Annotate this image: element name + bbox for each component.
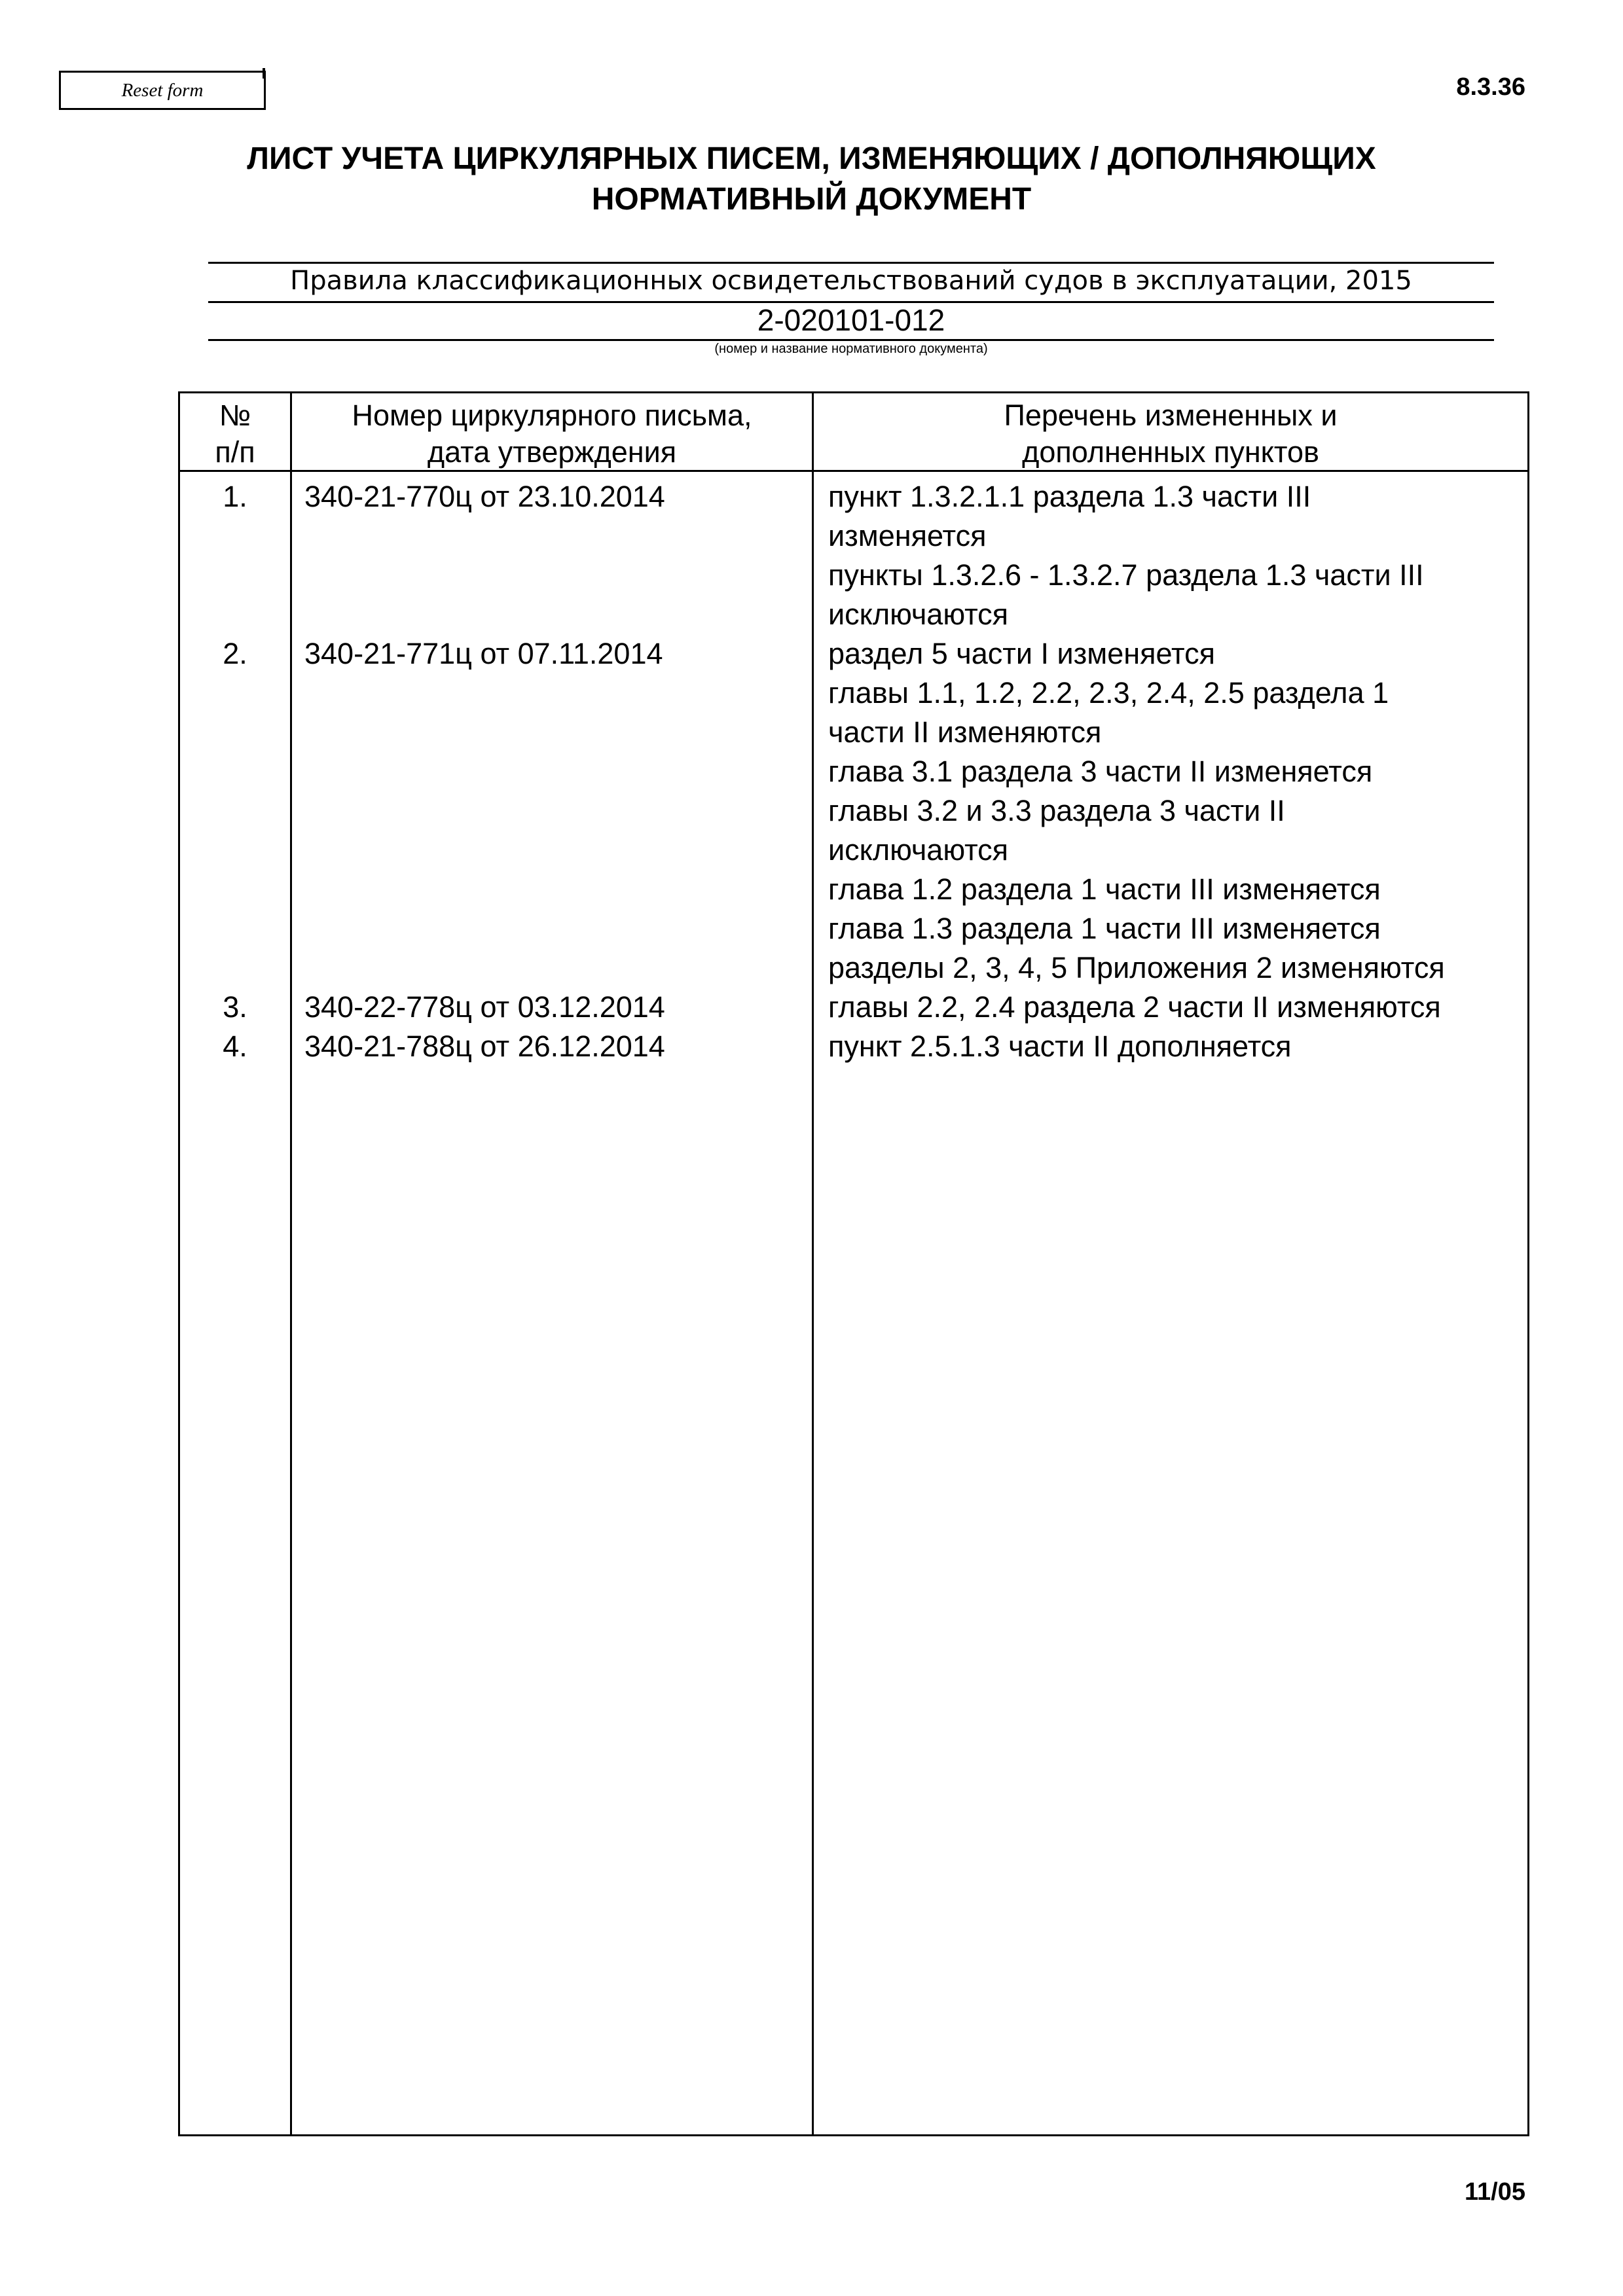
row-1-change: пункт 1.3.2.1.1 раздела 1.3 части III <box>828 480 1311 513</box>
page-title-line-2: НОРМАТИВНЫЙ ДОКУМЕНТ <box>591 182 1032 217</box>
header-letter: Номер циркулярного письма, дата утверждения <box>352 399 752 469</box>
row-2-change: главы 1.1, 1.2, 2.2, 2.3, 2.4, 2.5 раздела 1 <box>828 676 1389 709</box>
row-2-change: раздел 5 части I изменяется <box>828 637 1215 670</box>
row-1-num: 1. <box>223 480 247 513</box>
document-number-underline <box>208 339 1494 341</box>
row-2-letter: 340-21-771ц от 07.11.2014 <box>304 637 663 670</box>
reset-form-button[interactable]: Reset form <box>59 71 266 110</box>
document-caption: (номер и название нормативного документа) <box>714 342 988 356</box>
row-1-letter: 340-21-770ц от 23.10.2014 <box>304 480 665 513</box>
circular-letters-table <box>178 391 1529 2136</box>
row-4-num: 4. <box>223 1030 247 1063</box>
page-title-line-1: ЛИСТ УЧЕТА ЦИРКУЛЯРНЫХ ПИСЕМ, ИЗМЕНЯЮЩИХ / ДОПОЛНЯЮЩИХ <box>247 141 1376 176</box>
row-4-change: пункт 2.5.1.3 части II дополняется <box>828 1030 1292 1063</box>
row-2-num: 2. <box>223 637 247 670</box>
reset-button-tick-mark <box>263 68 265 79</box>
header-num: № п/п <box>215 399 255 469</box>
row-2-change: главы 3.2 и 3.3 раздела 3 части II <box>828 794 1285 827</box>
row-2-change: глава 3.1 раздела 3 части II изменяется <box>828 755 1373 788</box>
row-1-change: исключаются <box>828 598 1009 631</box>
row-3-letter: 340-22-778ц от 03.12.2014 <box>304 990 665 1024</box>
row-3-change: главы 2.2, 2.4 раздела 2 части II изменяются <box>828 990 1441 1024</box>
row-2-change: разделы 2, 3, 4, 5 Приложения 2 изменяются <box>828 951 1445 984</box>
table-column-divider <box>812 393 814 2134</box>
row-4-letter: 340-21-788ц от 26.12.2014 <box>304 1030 665 1063</box>
row-1-change: изменяется <box>828 519 987 552</box>
page-number: 11/05 <box>1465 2178 1525 2206</box>
document-name-top-rule <box>208 262 1494 264</box>
row-2-change: части II изменяются <box>828 715 1102 749</box>
document-number: 2-020101-012 <box>757 303 945 337</box>
table-column-divider <box>290 393 292 2134</box>
row-3-num: 3. <box>223 990 247 1024</box>
row-1-change: пункты 1.3.2.6 - 1.3.2.7 раздела 1.3 части III <box>828 558 1424 592</box>
document-code: 8.3.36 <box>1456 73 1525 101</box>
document-name: Правила классификационных освидетельствований судов в эксплуатации, 2015 <box>290 266 1412 296</box>
page-title <box>0 139 1623 220</box>
header-changes: Перечень измененных и дополненных пунктов <box>1004 399 1338 469</box>
row-2-change: глава 1.3 раздела 1 части III изменяется <box>828 912 1381 945</box>
row-2-change: исключаются <box>828 833 1009 867</box>
row-2-change: глава 1.2 раздела 1 части III изменяется <box>828 872 1381 906</box>
